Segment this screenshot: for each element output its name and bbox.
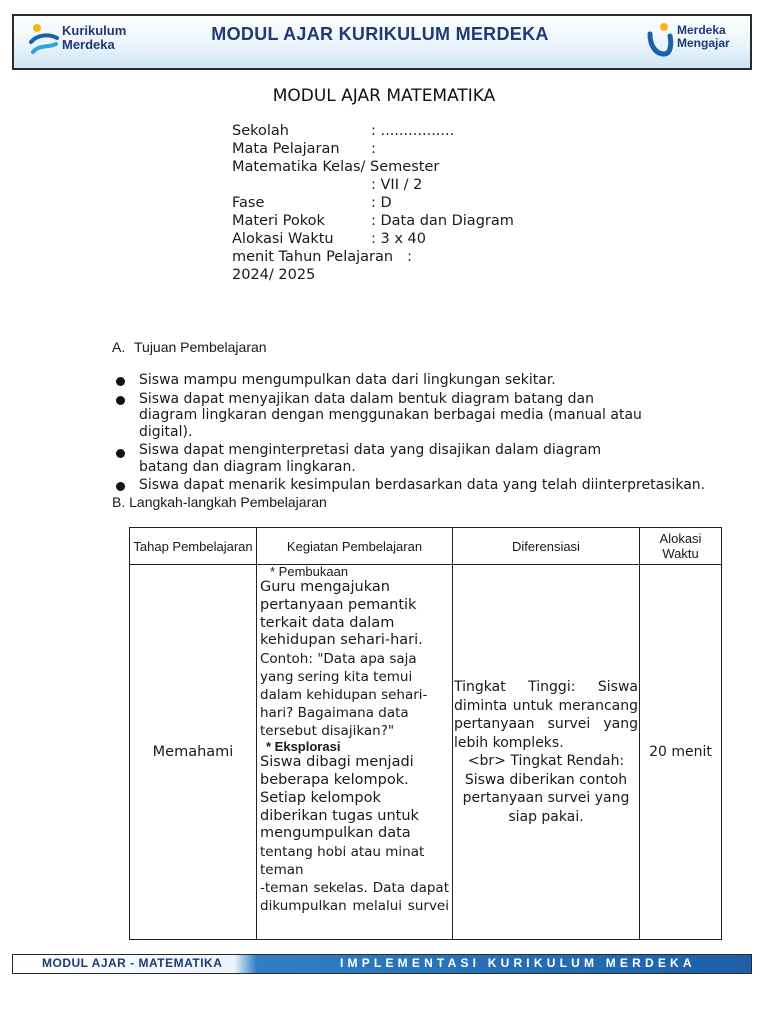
logo-left-line2: Merdeka	[62, 37, 115, 52]
logo-left-line1: Kurikulum	[62, 23, 127, 38]
document-title: MODUL AJAR MATEMATIKA	[272, 86, 496, 106]
logo-right-line2: Mengajar	[677, 36, 730, 50]
bullet-icon	[116, 449, 125, 458]
identity-value: :	[407, 249, 412, 265]
activity-text: Guru mengajukan pertanyaan pemantik terkait data dalam kehidupan sehari-hari.	[260, 579, 423, 649]
identity-label: Mata Pelajaran	[232, 141, 340, 157]
identity-label: Materi Pokok	[232, 213, 325, 229]
table-row	[130, 565, 722, 940]
identity-value: :	[371, 141, 376, 157]
identity-label	[232, 176, 371, 194]
identity-label: Fase	[232, 195, 265, 211]
identity-label: Alokasi Waktu	[232, 231, 334, 247]
list-item	[116, 477, 716, 494]
identity-value: : D	[371, 195, 392, 211]
identity-label: Matematika Kelas/ Semester	[232, 159, 440, 175]
identity-row	[232, 194, 514, 212]
section-a-letter: A.	[112, 339, 126, 355]
identity-row	[232, 158, 514, 176]
activity-text: tentang hobi atau minat teman	[260, 844, 425, 879]
list-item	[116, 442, 616, 475]
identity-row	[232, 248, 514, 266]
activity-text: Siswa dibagi menjadi beberapa kelompok. Setiap kelompok diberikan tugas untuk mengumpulkan data	[260, 754, 419, 842]
bullet-icon	[116, 377, 125, 386]
section-b-heading: B. Langkah-langkah Pembelajaran	[112, 494, 327, 510]
identity-value: : 3 x 40	[371, 231, 426, 247]
identity-row	[232, 176, 514, 194]
learning-steps-table	[129, 527, 722, 940]
identity-label: menit Tahun Pelajaran	[232, 249, 394, 265]
table-header-row	[130, 528, 722, 565]
identity-row	[232, 140, 514, 158]
activity-subheading: * Eksplorasi	[266, 739, 341, 755]
list-item	[116, 391, 656, 441]
kurikulum-merdeka-logo	[28, 22, 158, 62]
activity-subheading: * Pembukaan	[270, 564, 349, 579]
differentiation-high: Tingkat Tinggi: Siswa diminta untuk merancang pertanyaan survei yang lebih kompleks.	[454, 679, 638, 751]
identity-value: : Data dan Diagram	[371, 213, 514, 229]
list-item-text: Siswa dapat menarik kesimpulan berdasarkan data yang telah diinterpretasikan.	[139, 477, 706, 493]
merdeka-mengajar-logo-icon	[644, 22, 674, 58]
bullet-icon	[116, 482, 125, 491]
logo-right-line1: Merdeka	[677, 23, 726, 37]
list-item-text: Siswa dapat menginterpretasi data yang disajikan dalam diagram batang dan diagram lingkaran.	[139, 442, 602, 475]
identity-row	[232, 212, 514, 230]
identity-row	[232, 266, 514, 284]
identity-block	[232, 122, 514, 284]
stage-cell: Memahami	[130, 565, 257, 940]
activity-text: -teman sekelas. Data dapat dikumpulkan melalui survei	[260, 880, 449, 915]
identity-value: : ................	[371, 123, 455, 139]
column-header: Alokasi Waktu	[640, 528, 722, 565]
time-cell: 20 menit	[640, 565, 722, 940]
learning-objectives-list	[116, 372, 716, 496]
identity-row	[232, 230, 514, 248]
column-header: Kegiatan Pembelajaran	[257, 528, 453, 565]
section-a-heading	[112, 339, 267, 355]
differentiation-low: <br> Tingkat Rendah: Siswa diberikan contoh pertanyaan survei yang siap pakai.	[462, 753, 630, 825]
identity-label: Sekolah	[232, 123, 289, 139]
differentiation-cell	[453, 565, 640, 940]
merdeka-mengajar-logo	[644, 20, 748, 60]
footer-right-text: IMPLEMENTASI KURIKULUM MERDEKA	[340, 956, 696, 970]
bullet-icon	[116, 396, 125, 405]
kurikulum-merdeka-logo-icon	[28, 22, 60, 58]
identity-value: : VII / 2	[371, 177, 423, 193]
footer-left-text: MODUL AJAR - MATEMATIKA	[42, 956, 223, 970]
header-title: MODUL AJAR KURIKULUM MERDEKA	[211, 24, 549, 44]
list-item-text: Siswa mampu mengumpulkan data dari lingkungan sekitar.	[139, 372, 556, 388]
identity-label: 2024/ 2025	[232, 267, 316, 283]
identity-row	[232, 122, 514, 140]
column-header: Tahap Pembelajaran	[130, 528, 257, 565]
activity-text: Contoh: "Data apa saja yang sering kita temui dalam kehidupan sehari-hari? Bagaimana data tersebut disajikan?"	[260, 651, 428, 740]
section-a-title: Tujuan Pembelajaran	[134, 339, 267, 355]
activity-cell	[257, 565, 453, 940]
list-item-text: Siswa dapat menyajikan data dalam bentuk diagram batang dan diagram lingkaran dengan menggunakan berbagai media (manual atau digital).	[139, 390, 642, 440]
list-item	[116, 372, 716, 389]
column-header: Diferensiasi	[453, 528, 640, 565]
